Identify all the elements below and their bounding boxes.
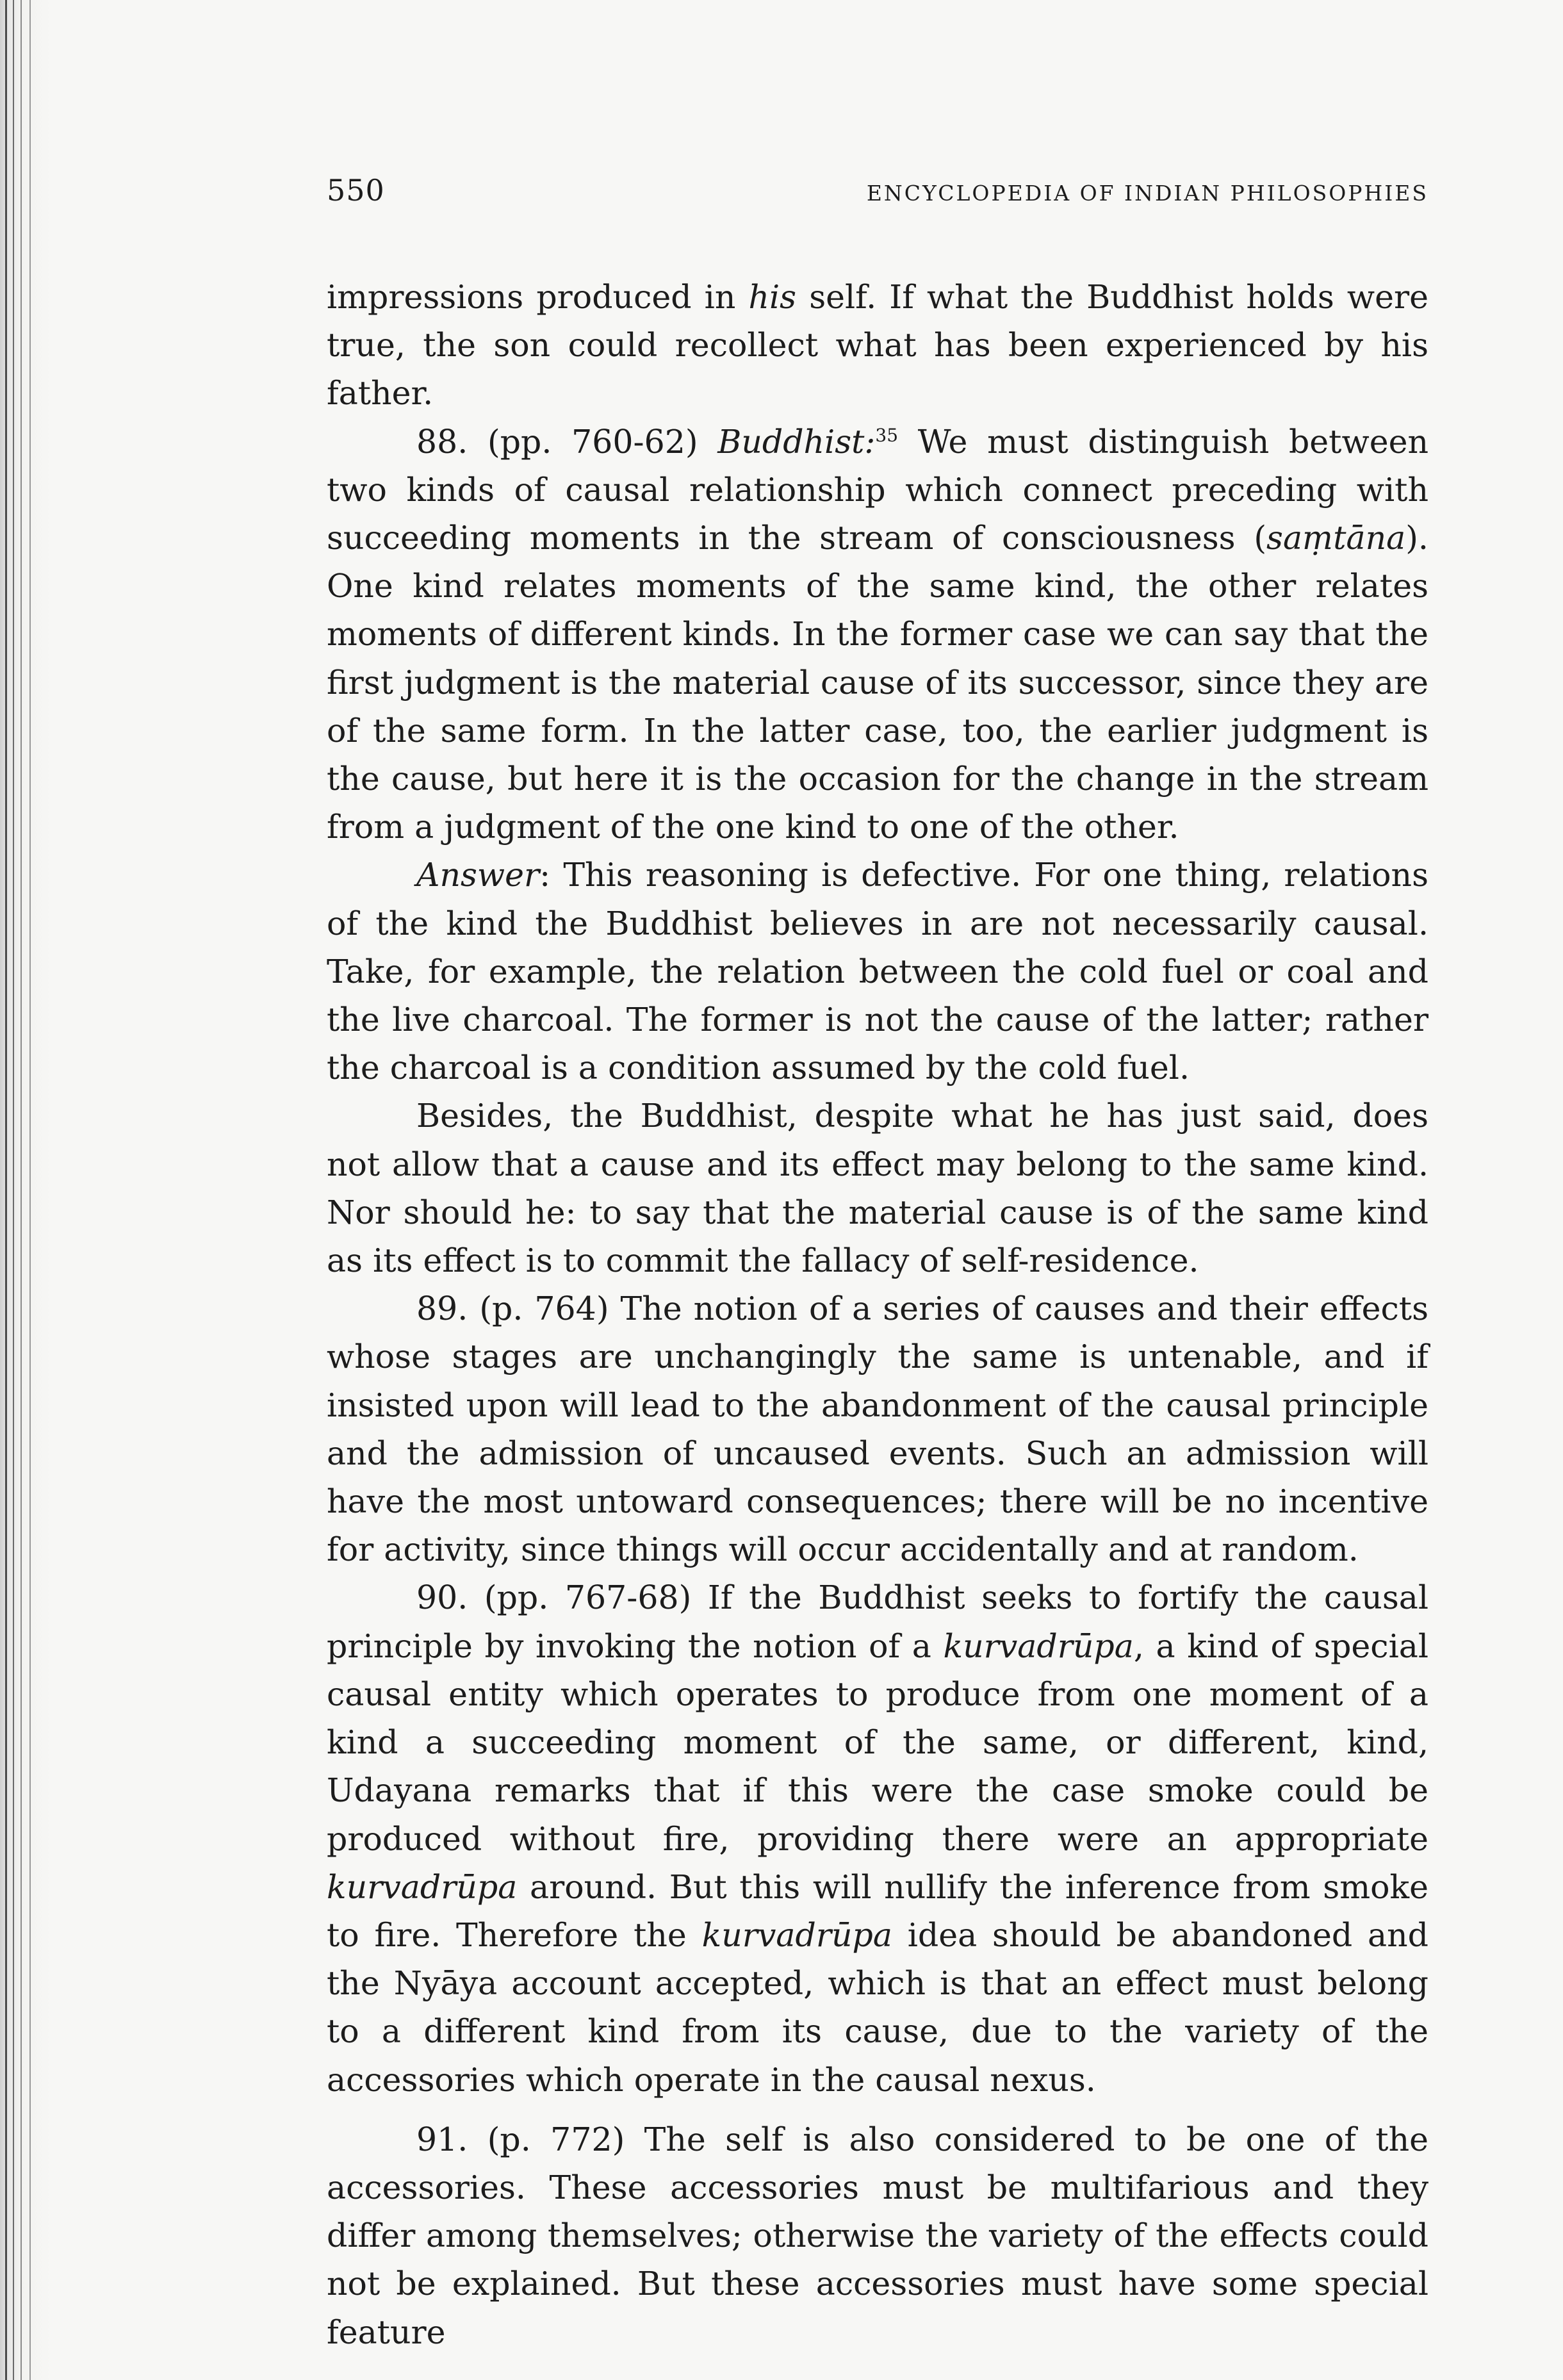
binding-edge-line [29, 0, 31, 2380]
text-run: idea should be abandoned and the Nyāya account accepted, which is that an effect must belong to a different kind from its cause, due to the variety of the accessories which operate in the causal nexus. [327, 1916, 1428, 2099]
paragraph [327, 1573, 1428, 2103]
running-title: ENCYCLOPEDIA OF INDIAN PHILOSOPHIES [866, 181, 1428, 206]
text-run: : This reasoning is defective. For one thing, relations of the kind the Buddhist believes in are not necessarily causal. Take, for example, the relation between the cold fuel or coal and the live charcoal. The former is not the cause of the latter; rather the charcoal is a condition assumed by the cold fuel. [327, 856, 1428, 1087]
italic-text: kurvadrūpa [943, 1627, 1134, 1665]
running-head [327, 173, 1428, 224]
footnote-marker: 35 [875, 424, 899, 446]
binding-edge-line [13, 0, 14, 2380]
page-number: 550 [327, 173, 385, 208]
book-page [327, 173, 1428, 2356]
italic-text: Buddhist: [717, 422, 876, 461]
text-run: impressions produced in [327, 278, 749, 316]
text-run: 89. (p. 764) The notion of a series of causes and their effects whose stages are unchangingly the same is untenable, and if insisted upon will lead to the abandonment of the causal principle and the admission of uncaused events. Such an admission will have the most untoward consequences; there will be no incentive for activity, since things will occur accidentally and at random. [327, 1290, 1428, 1569]
italic-text: kurvadrūpa [701, 1916, 892, 1954]
binding-shadow [0, 0, 51, 2380]
paragraph [327, 2115, 1428, 2356]
italic-text: saṃtāna [1266, 519, 1406, 557]
text-run: Besides, the Buddhist, despite what he has just said, does not allow that a cause and its effect may belong to the same kind. Nor should he: to say that the material cause is of the same kind as its effect is to commit the fallacy of self-residence. [327, 1097, 1428, 1280]
paragraph [327, 1092, 1428, 1284]
italic-text: Answer [416, 856, 540, 894]
text-run: 91. (p. 772) The self is also considered to be one of the accessories. These accessories must be multifarious and they differ among themselves; otherwise the variety of the effects could not be explained. But these accessories must have some special feature [327, 2120, 1428, 2351]
binding-edge-line [5, 0, 7, 2380]
text-run: self. If what the Buddhist holds were true, the son could recollect what has been experienced by his father. [327, 278, 1428, 413]
paragraph [327, 1284, 1428, 1573]
italic-text: kurvadrūpa [327, 1867, 518, 1906]
text-run: 90. (pp. 767-68) If the Buddhist seeks to fortify the causal principle by invoking the notion of a [327, 1579, 1428, 1665]
paragraph [327, 418, 1428, 851]
paragraph [327, 273, 1428, 418]
binding-edge-line [20, 0, 22, 2380]
text-run: , a kind of special causal entity which operates to produce from one moment of a kind a succeeding moment of the same, or different, kind, Udayana remarks that if this were the case smoke could be produced without fire, providing there were an appropriate [327, 1627, 1428, 1858]
text-run: 88. (pp. 760-62) [416, 422, 718, 461]
body-text [327, 273, 1428, 2356]
text-run: ). One kind relates moments of the same kind, the other relates moments of different kinds. In the former case we can say that the first judgment is the material cause of its successor, since they are of the same form. In the latter case, too, the earlier judgment is the cause, but here it is the occasion for the change in the stream from a judgment of the one kind to one of the other. [327, 519, 1428, 846]
text-run: We must distinguish between two kinds of causal relationship which connect preceding with succeeding moments in the stream of consciousness ( [327, 422, 1428, 557]
italic-text: his [748, 278, 797, 316]
paragraph [327, 851, 1428, 1092]
text-run: around. But this will nullify the inference from smoke to fire. Therefore the [327, 1867, 1428, 1954]
